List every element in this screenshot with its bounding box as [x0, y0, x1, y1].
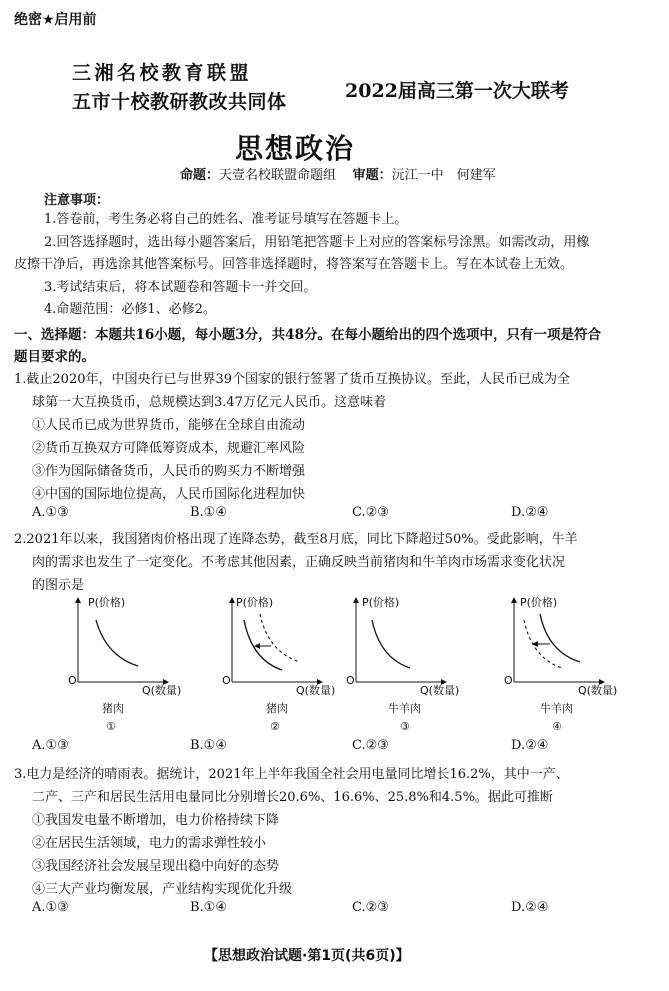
- q3-option-2: ②在居民生活领域，电力的需求弹性较小: [32, 836, 267, 851]
- graph-2-number: ②: [270, 720, 280, 733]
- q1-option-4: ④中国的国际地位提高，人民币国际化进程加快: [32, 487, 306, 502]
- q3-stem-2: 二产、三产和居民生活用电量同比分别增长20.6%、16.6%、25.8%和4.5%。据此可推断: [32, 790, 553, 805]
- section-1-heading: 一、选择题：本题共16小题，每小题3分，共48分。在每小题给出的四个选项中，只有一项是符合: [14, 327, 601, 343]
- q3-choice-b: B.①④: [190, 900, 227, 915]
- note-item-2a: 2.回答选择题时，选出每小题答案后，用铅笔把答题卡上对应的答案标号涂黑。如需改动，用橡: [44, 235, 590, 250]
- q1-choice-d: D.②④: [511, 505, 549, 520]
- q1-option-3: ③作为国际储备货币，人民币的购买力不断增强: [32, 464, 306, 479]
- org-line-1: 三湘名校教育联盟: [72, 62, 253, 84]
- graph-4-demand-curve: [540, 614, 580, 662]
- note-item-4: 4.命题范围：必修1、必修2。: [44, 302, 216, 317]
- credit-value-1: 天壹名校联盟命题组: [219, 168, 337, 183]
- q2-choice-c: C.②③: [352, 738, 389, 753]
- q3-option-4: ④三大产业均衡发展，产业结构实现优化升级: [32, 882, 293, 897]
- graph-1-caption: 猪肉: [102, 702, 124, 715]
- note-item-3: 3.考试结束后，将本试题卷和答题卡一并交回。: [44, 280, 317, 295]
- exam-title: 2022届高三第一次大联考: [345, 80, 569, 102]
- graph-2-xlabel: Q(数量): [296, 684, 336, 697]
- graph-2: [222, 595, 335, 733]
- q2-demand-graphs: [0, 590, 669, 740]
- graph-1-origin: O: [68, 674, 77, 687]
- graph-1-ylabel: P(价格): [88, 596, 126, 609]
- graph-1: [68, 595, 181, 733]
- secret-mark: 绝密★启用前: [14, 12, 97, 28]
- q3-stem-1: 3.电力是经济的晴雨表。据统计，2021年上半年我国全社会用电量同比增长16.2%，其中一产、: [14, 767, 569, 782]
- note-item-1: 1.答卷前，考生务必将自己的姓名、准考证号填写在答题卡上。: [44, 212, 408, 227]
- graph-1-xlabel: Q(数量): [142, 684, 182, 697]
- subject-title: 思想政治: [235, 132, 356, 165]
- graph-2-ylabel: P(价格): [236, 596, 274, 609]
- graph-2-shifted-curve: [260, 614, 300, 662]
- notes-title: 注意事项：: [44, 193, 110, 208]
- graph-4-origin: O: [504, 674, 513, 687]
- q3-option-3: ③我国经济社会发展呈现出稳中向好的态势: [32, 859, 280, 874]
- credit-label-2: 审题：: [352, 168, 392, 183]
- graph-3-demand-curve: [372, 620, 410, 668]
- graph-2-demand-curve: [244, 620, 282, 670]
- graph-3-xlabel: Q(数量): [420, 684, 460, 697]
- q1-choice-c: C.②③: [352, 505, 389, 520]
- q2-stem-1: 2.2021年以来，我国猪肉价格出现了连降态势，截至8月底，同比下降超过50%。受此影响，牛羊: [14, 532, 578, 547]
- q2-choice-d: D.②④: [511, 738, 549, 753]
- graph-4: [504, 595, 617, 733]
- q3-choice-c: C.②③: [352, 900, 389, 915]
- q2-stem-3: 的图示是: [32, 578, 85, 593]
- graph-4-number: ④: [552, 720, 562, 733]
- graph-3-ylabel: P(价格): [362, 596, 400, 609]
- graph-3-caption: 牛羊肉: [388, 702, 421, 715]
- graph-4-ylabel: P(价格): [520, 596, 558, 609]
- graph-3: [346, 595, 459, 733]
- q1-option-2: ②货币互换双方可降低筹资成本，规避汇率风险: [32, 441, 306, 456]
- credit-label-1: 命题：: [180, 168, 220, 183]
- graph-3-origin: O: [346, 674, 355, 687]
- graph-1-number: ①: [106, 720, 116, 733]
- page-footer: 【思想政治试题·第1页(共6页)】: [204, 948, 410, 964]
- q1-stem-2: 球第一大互换货币，总规模达到3.47万亿元人民币。这意味着: [32, 395, 386, 410]
- graph-2-origin: O: [222, 674, 231, 687]
- note-item-2b: 皮擦干净后，再选涂其他答案标号。回答非选择题时，将答案写在答题卡上。写在本试卷上无效。: [14, 257, 574, 272]
- q1-option-1: ①人民币已成为世界货币，能够在全球自由流动: [32, 418, 306, 433]
- q1-choice-a: A.①③: [32, 505, 69, 520]
- q3-option-1: ①我国发电量不断增加，电力价格持续下降: [32, 813, 280, 828]
- section-1-heading-cont: 题目要求的。: [14, 349, 95, 365]
- q2-choice-b: B.①④: [190, 738, 227, 753]
- q1-choice-b: B.①④: [190, 505, 227, 520]
- q3-choice-a: A.①③: [32, 900, 69, 915]
- q2-stem-2: 肉的需求也发生了一定变化。不考虑其他因素，正确反映当前猪肉和牛羊肉市场需求变化状况: [32, 555, 566, 570]
- q2-choice-a: A.①③: [32, 738, 69, 753]
- graph-4-xlabel: Q(数量): [578, 684, 618, 697]
- credit-value-2: 沅江一中 何建军: [391, 168, 496, 183]
- graph-4-caption: 牛羊肉: [540, 702, 573, 715]
- graph-2-caption: 猪肉: [266, 702, 288, 715]
- credit-line: [180, 164, 496, 183]
- graph-3-number: ③: [400, 720, 410, 733]
- graph-1-demand-curve: [96, 620, 138, 666]
- q3-choice-d: D.②④: [511, 900, 549, 915]
- q1-stem-1: 1.截止2020年，中国央行已与世界39个国家的银行签署了货币互换协议。至此，人民币已成为全: [14, 372, 571, 387]
- org-line-2: 五市十校教研教改共同体: [72, 91, 287, 113]
